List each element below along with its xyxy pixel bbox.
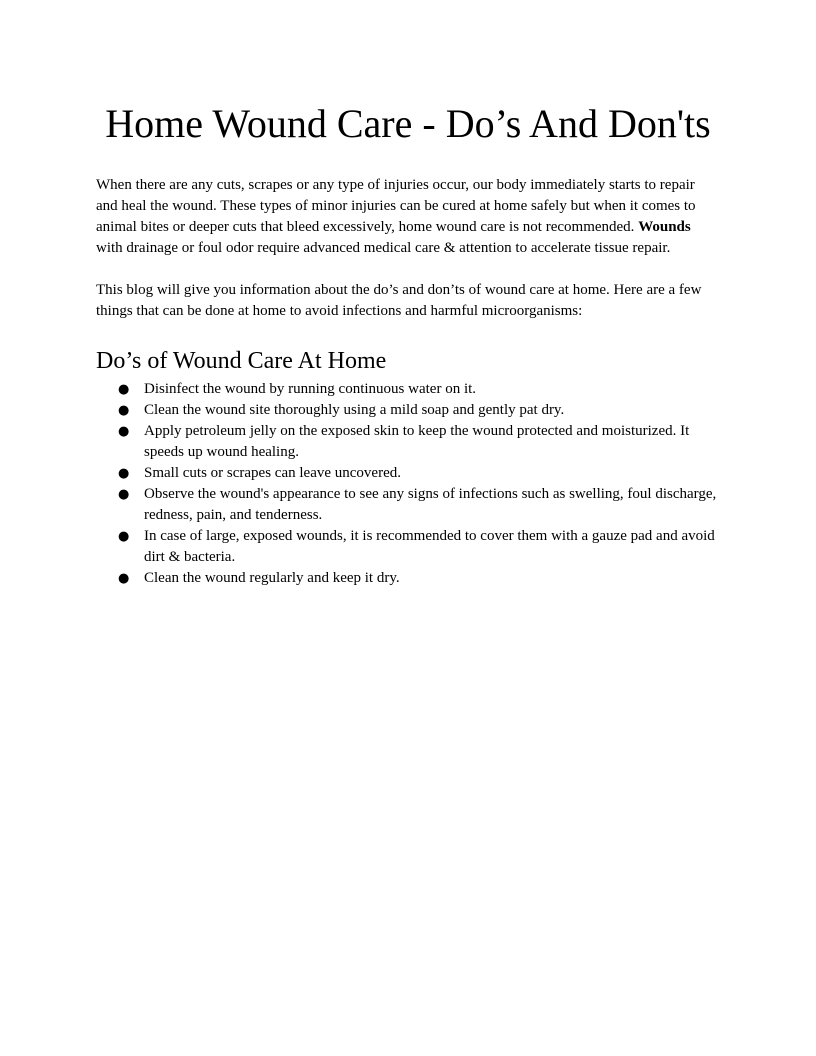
intro-text-part2: with drainage or foul odor require advanced medical care & attention to accelerate tissue repair. xyxy=(96,240,671,256)
intro-text-part1: When there are any cuts, scrapes or any type of injuries occur, our body immediately starts to repair and heal the wound. These types of minor injuries can be cured at home safely but when it comes to animal bites or deeper cuts that bleed excessively, home wound care is not recommended. xyxy=(96,177,696,235)
list-item xyxy=(96,463,720,484)
bullet-icon: ● xyxy=(118,424,130,439)
list-item-text: In case of large, exposed wounds, it is recommended to cover them with a gauze pad and avoid dirt & bacteria. xyxy=(144,528,715,565)
list-item xyxy=(96,379,720,400)
list-item xyxy=(96,526,720,568)
bullet-icon: ● xyxy=(118,466,130,481)
intro-paragraph xyxy=(96,175,720,259)
list-item xyxy=(96,484,720,526)
blog-info-paragraph: This blog will give you information about the do’s and don’ts of wound care at home. Here are a few things that can be done at home to avoid infections and harmful microorganisms: xyxy=(96,282,702,319)
list-item-text: Apply petroleum jelly on the exposed skin to keep the wound protected and moisturized. It speeds up wound healing. xyxy=(144,423,690,460)
list-item xyxy=(96,400,720,421)
list-item xyxy=(96,568,720,589)
list-item-text: Clean the wound site thoroughly using a mild soap and gently pat dry. xyxy=(144,402,565,418)
page-title: Home Wound Care - Do’s And Don'ts xyxy=(105,101,711,146)
list-item-text: Clean the wound regularly and keep it dry. xyxy=(144,570,400,586)
dos-bullet-list xyxy=(96,379,720,589)
bullet-icon: ● xyxy=(118,529,130,544)
bullet-icon: ● xyxy=(118,487,130,502)
list-item xyxy=(96,421,720,463)
list-item-text: Small cuts or scrapes can leave uncovered. xyxy=(144,465,401,481)
intro-bold-term: Wounds xyxy=(638,219,691,235)
bullet-icon: ● xyxy=(118,571,130,586)
bullet-icon: ● xyxy=(118,403,130,418)
document-page xyxy=(96,96,720,589)
section-heading-dos: Do’s of Wound Care At Home xyxy=(96,348,387,374)
bullet-icon: ● xyxy=(118,382,130,397)
list-item-text: Disinfect the wound by running continuous water on it. xyxy=(144,381,477,397)
list-item-text: Observe the wound's appearance to see any signs of infections such as swelling, foul discharge, redness, pain, and tenderness. xyxy=(144,486,717,523)
